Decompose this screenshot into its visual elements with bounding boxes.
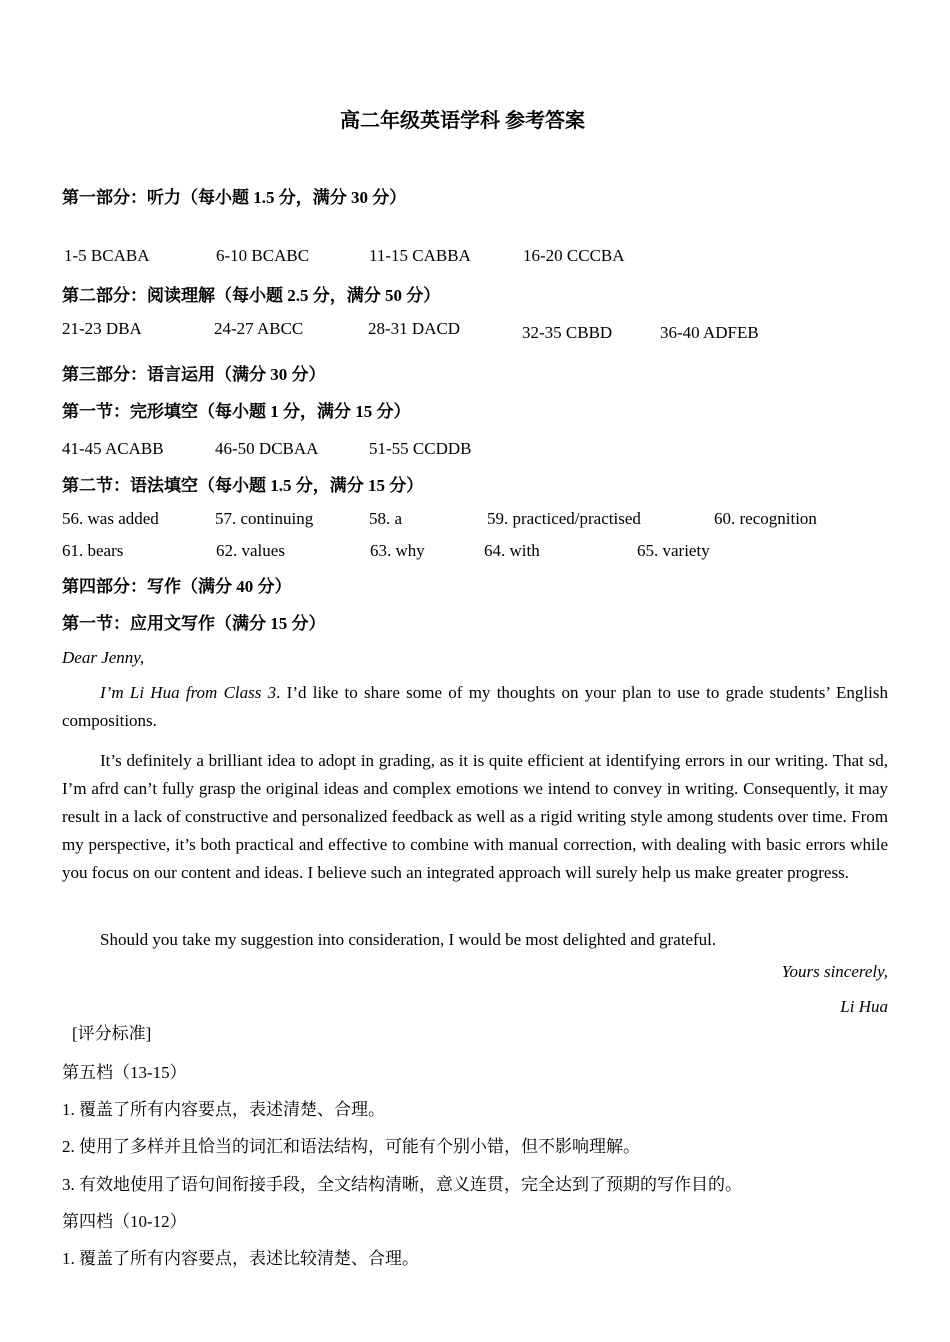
answer-group: 46-50 DCBAA (215, 439, 319, 458)
grammar-answer: 60. recognition (714, 509, 817, 528)
part3-section2-heading: 第二节：语法填空（每小题 1.5 分，满分 15 分） (62, 476, 424, 495)
criteria-item: 1. 覆盖了所有内容要点，表述比较清楚、合理。 (62, 1249, 419, 1268)
letter-signature: Li Hua (840, 997, 888, 1016)
letter-intro-italic: I’m Li Hua from Class 3 (100, 683, 277, 702)
tier5-label: 第五档（13-15） (62, 1063, 187, 1082)
answer-group: 24-27 ABCC (214, 319, 304, 338)
answer-group: 41-45 ACABB (62, 439, 164, 458)
part3-section1-heading: 第一节：完形填空（每小题 1 分，满分 15 分） (62, 402, 411, 421)
answer-group: 21-23 DBA (62, 319, 142, 338)
grammar-answer: 56. was added (62, 509, 159, 528)
grammar-answer: 64. with (484, 541, 540, 560)
answer-group: 16-20 CCCBA (523, 246, 625, 265)
part4-section1-heading: 第一节：应用文写作（满分 15 分） (62, 614, 326, 633)
answer-group: 11-15 CABBA (369, 246, 471, 265)
letter-greeting: Dear Jenny, (62, 648, 145, 667)
answer-group: 32-35 CBBD (522, 323, 613, 342)
answer-group: 6-10 BCABC (216, 246, 310, 265)
grammar-answer: 62. values (216, 541, 285, 560)
grammar-answer: 58. a (369, 509, 403, 528)
letter-paragraph-1 (62, 679, 888, 735)
letter-paragraph-2: It’s definitely a brilliant idea to adopt in grading, as it is quite efficient at identifying errors in our writing. That sd, I’m afrd can’t fully grasp the original ideas and complex emotions we intend to convey in writing. Consequently, it may result in a lack of constructive and personalized feedback as well as a rigid writing style among students over time. From my perspective, it’s both practical and effective to combine with manual correction, with dealing with basic errors while you focus on our content and ideas. I believe such an integrated approach will surely help us make greater progress. (62, 751, 888, 882)
grammar-answer: 59. practiced/practised (487, 509, 641, 528)
grammar-answer: 65. variety (637, 541, 710, 560)
criteria-item: 3. 有效地使用了语句间衔接手段，全文结构清晰，意义连贯，完全达到了预期的写作目的。 (62, 1175, 742, 1194)
answer-group: 36-40 ADFEB (660, 323, 759, 342)
grammar-answer: 61. bears (62, 541, 124, 560)
part3-heading: 第三部分：语言运用（满分 30 分） (62, 365, 326, 384)
answer-group: 28-31 DACD (368, 319, 461, 338)
letter-intro-rest: . I’d like to share some of my thoughts on your plan to use to grade students’ English compositions. (62, 683, 888, 730)
grammar-answer: 63. why (370, 541, 425, 560)
tier4-label: 第四档（10-12） (62, 1212, 187, 1231)
answer-group: 1-5 BCABA (64, 246, 150, 265)
part2-heading: 第二部分：阅读理解（每小题 2.5 分，满分 50 分） (62, 286, 441, 305)
grammar-answer: 57. continuing (215, 509, 314, 528)
page-title: 高二年级英语学科 参考答案 (340, 110, 585, 132)
letter-closing: Yours sincerely, (781, 962, 888, 981)
part1-heading: 第一部分：听力（每小题 1.5 分，满分 30 分） (62, 188, 407, 207)
criteria-item: 1. 覆盖了所有内容要点，表述清楚、合理。 (62, 1100, 385, 1119)
criteria-item: 2. 使用了多样并且恰当的词汇和语法结构，可能有个别小错，但不影响理解。 (62, 1137, 640, 1156)
letter-paragraph-3: Should you take my suggestion into consideration, I would be most delighted and grateful. (100, 930, 717, 949)
criteria-heading: [评分标准] (72, 1024, 152, 1043)
answer-group: 51-55 CCDDB (369, 439, 472, 458)
part4-heading: 第四部分：写作（满分 40 分） (62, 577, 292, 596)
